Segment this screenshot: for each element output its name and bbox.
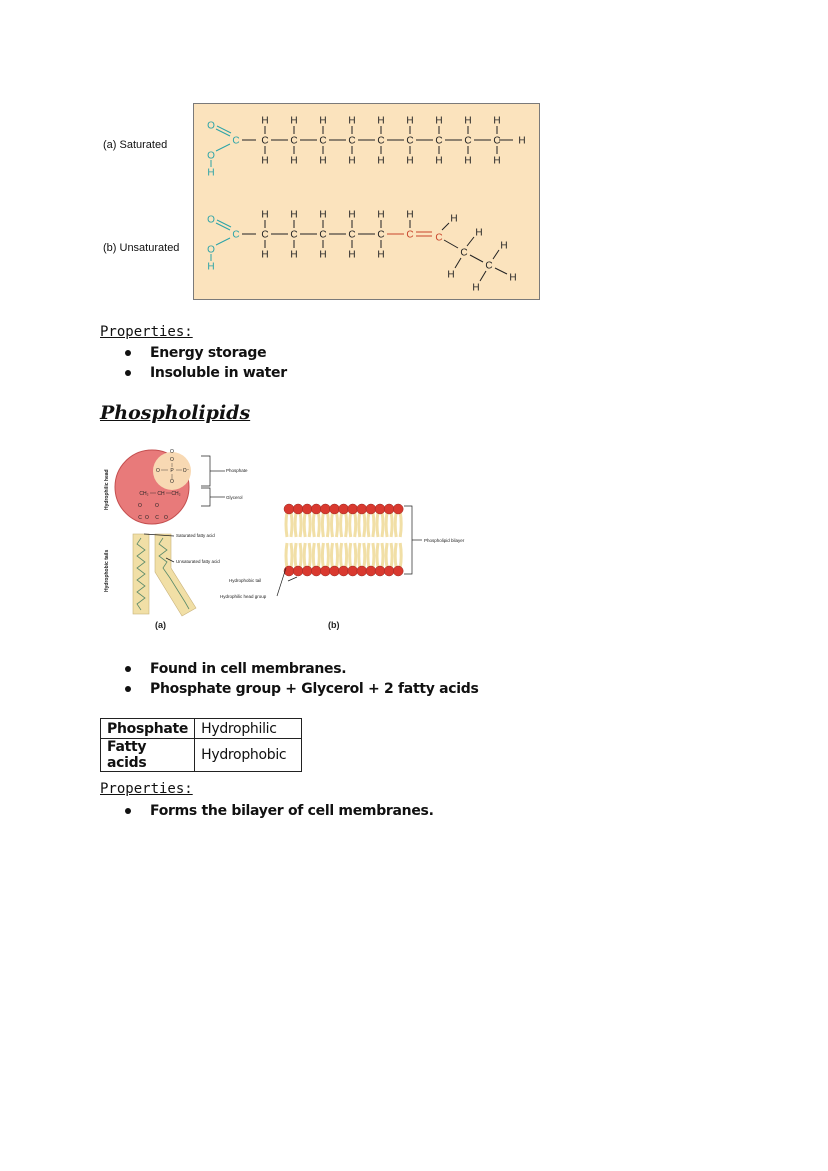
bullet-icon bbox=[125, 686, 131, 692]
carbon-atom: C bbox=[290, 229, 298, 241]
hydrogen-atom: H bbox=[518, 135, 526, 147]
bilayer-tail bbox=[373, 543, 374, 568]
bilayer-tail bbox=[391, 543, 392, 568]
hydrogen-atom: H bbox=[319, 249, 327, 261]
list-item: Found in cell membranes. bbox=[100, 659, 600, 679]
carbon-atom: C bbox=[261, 135, 269, 147]
polarity-table bbox=[100, 718, 302, 772]
fatty-acid-structures-figure bbox=[193, 103, 541, 301]
atom-label: O bbox=[155, 503, 159, 509]
bilayer-tail bbox=[300, 543, 301, 568]
bilayer-head-bottom bbox=[311, 566, 321, 576]
bilayer-tail bbox=[322, 512, 323, 537]
hydrophilic-head-group-label: Hydrophilic head group bbox=[220, 594, 267, 599]
hydrogen-atom: H bbox=[319, 155, 327, 167]
carbon-atom: C bbox=[377, 135, 385, 147]
hydrogen-atom: H bbox=[406, 155, 414, 167]
list-item: Energy storage bbox=[100, 343, 500, 363]
bilayer-tail bbox=[295, 512, 296, 537]
bilayer-tail bbox=[364, 512, 365, 537]
bilayer-tail bbox=[291, 543, 292, 568]
bilayer-head-top bbox=[320, 504, 330, 514]
hydrogen-atom: H bbox=[475, 227, 483, 239]
bilayer-tail bbox=[309, 543, 310, 568]
hydrogen-atom: H bbox=[348, 249, 356, 261]
hydrogen-atom: H bbox=[261, 249, 269, 261]
list-item: Insoluble in water bbox=[100, 363, 500, 383]
hydrogen-atom: H bbox=[261, 155, 269, 167]
carbon-atom: C bbox=[348, 229, 356, 241]
unsaturated-tail bbox=[155, 534, 196, 616]
carbon-atom: C bbox=[319, 229, 327, 241]
hydrogen-atom: H bbox=[207, 167, 215, 179]
bilayer-tail bbox=[373, 512, 374, 537]
hydrogen-atom: H bbox=[493, 155, 501, 167]
phospholipid-bilayer-label: Phospholipid bilayer bbox=[424, 538, 465, 543]
saturated-tail bbox=[133, 534, 149, 614]
atom-label: CH₂ bbox=[139, 491, 149, 497]
hydrophobic-tails-side-label: Hydrophobic tails bbox=[104, 549, 110, 592]
bilayer-tail bbox=[322, 543, 323, 568]
phospholipids-heading: Phospholipids bbox=[100, 402, 251, 424]
hydrogen-atom: H bbox=[261, 115, 269, 127]
carbon-atom: C bbox=[460, 247, 468, 259]
bilayer-tail bbox=[309, 512, 310, 537]
list-item: Phosphate group + Glycerol + 2 fatty acids bbox=[100, 679, 600, 699]
properties-list-1 bbox=[100, 343, 500, 383]
bilayer-head-bottom bbox=[393, 566, 403, 576]
table-row bbox=[101, 739, 302, 772]
bilayer-head-bottom bbox=[293, 566, 303, 576]
carbon-atom: C bbox=[493, 135, 501, 147]
hydrogen-atom: H bbox=[464, 155, 472, 167]
bilayer-tail bbox=[313, 543, 314, 568]
table-cell-key: Phosphate bbox=[101, 719, 195, 739]
hydrogen-atom: H bbox=[377, 155, 385, 167]
phosphate-label: Phosphate bbox=[226, 468, 248, 473]
bilayer-tail bbox=[395, 512, 396, 537]
hydrogen-atom: H bbox=[377, 115, 385, 127]
bilayer-head-top bbox=[375, 504, 385, 514]
hydrogen-atom: H bbox=[493, 115, 501, 127]
hydrogen-atom: H bbox=[377, 249, 385, 261]
bilayer-tail bbox=[350, 512, 351, 537]
bilayer-head-top bbox=[339, 504, 349, 514]
bilayer-tail bbox=[382, 512, 383, 537]
atom-label: O bbox=[170, 457, 174, 463]
hydrogen-atom: H bbox=[261, 209, 269, 221]
bilayer-tail bbox=[318, 512, 319, 537]
hydrogen-atom: H bbox=[435, 115, 443, 127]
bilayer-tail bbox=[359, 543, 360, 568]
hydrogen-atom: H bbox=[435, 155, 443, 167]
hydrogen-atom: H bbox=[319, 115, 327, 127]
unsaturated-fatty-acid-label: Unsaturated fatty acid bbox=[176, 559, 220, 564]
bilayer-tail bbox=[386, 512, 387, 537]
bilayer-head-bottom bbox=[375, 566, 385, 576]
bilayer-tail bbox=[291, 512, 292, 537]
carbon-atom: C bbox=[232, 135, 240, 147]
bilayer-tail bbox=[386, 543, 387, 568]
carbon-atom: C bbox=[261, 229, 269, 241]
carbon-atom: C bbox=[435, 232, 443, 244]
bilayer-tail bbox=[327, 543, 328, 568]
label-saturated: (a) Saturated bbox=[103, 139, 168, 151]
hydrogen-atom: H bbox=[406, 115, 414, 127]
carbon-atom: C bbox=[377, 229, 385, 241]
oxygen-atom: O bbox=[207, 244, 215, 256]
hydrogen-atom: H bbox=[290, 155, 298, 167]
bilayer-tail bbox=[337, 512, 338, 537]
bilayer-tail bbox=[355, 512, 356, 537]
properties-list-2 bbox=[100, 801, 600, 821]
table-cell-value: Hydrophilic bbox=[195, 719, 302, 739]
atom-label: O bbox=[145, 515, 149, 521]
bilayer-tail bbox=[300, 512, 301, 537]
hydrogen-atom: H bbox=[207, 261, 215, 273]
bilayer-head-bottom bbox=[302, 566, 312, 576]
hydrogen-atom: H bbox=[290, 209, 298, 221]
bilayer-head-bottom bbox=[357, 566, 367, 576]
bullet-icon bbox=[125, 370, 131, 376]
atom-label: O bbox=[138, 503, 142, 509]
hydrogen-atom: H bbox=[319, 209, 327, 221]
atom-label: CH bbox=[157, 491, 165, 497]
bilayer-tail bbox=[395, 543, 396, 568]
hydrogen-atom: H bbox=[464, 115, 472, 127]
bilayer-head-top bbox=[357, 504, 367, 514]
carbon-atom: C bbox=[406, 229, 414, 241]
hydrophilic-head-side-label: Hydrophilic head bbox=[104, 469, 110, 510]
bilayer-head-bottom bbox=[320, 566, 330, 576]
bilayer-tail bbox=[337, 543, 338, 568]
bilayer-tail bbox=[346, 543, 347, 568]
bilayer-tail bbox=[364, 543, 365, 568]
carbon-atom: C bbox=[319, 135, 327, 147]
bilayer-head-bottom bbox=[348, 566, 358, 576]
caption-a: (a) bbox=[155, 620, 166, 630]
bilayer-tail bbox=[304, 543, 305, 568]
atom-label: P bbox=[170, 468, 174, 474]
bilayer-tail bbox=[341, 512, 342, 537]
bilayer-head-top bbox=[348, 504, 358, 514]
hydrogen-atom: H bbox=[348, 209, 356, 221]
carbon-atom: C bbox=[464, 135, 472, 147]
hydrogen-atom: H bbox=[450, 213, 458, 225]
properties-heading-1: Properties: bbox=[100, 324, 193, 340]
bilayer-tail bbox=[400, 543, 401, 568]
atom-label: C bbox=[138, 515, 142, 521]
bilayer-tail bbox=[318, 543, 319, 568]
atom-label: C bbox=[155, 515, 159, 521]
bilayer-head-bottom bbox=[330, 566, 340, 576]
glycerol-label: Glycerol bbox=[226, 495, 243, 500]
bilayer-tail bbox=[332, 543, 333, 568]
atom-label: O bbox=[170, 449, 174, 455]
bilayer-tail bbox=[346, 512, 347, 537]
bilayer-tail bbox=[332, 512, 333, 537]
bilayer-tail bbox=[359, 512, 360, 537]
carbon-atom: C bbox=[232, 229, 240, 241]
bilayer-tail bbox=[391, 512, 392, 537]
oxygen-atom: O bbox=[207, 150, 215, 162]
atom-label: CH₂ bbox=[171, 491, 181, 497]
bilayer-head-top bbox=[311, 504, 321, 514]
bilayer-tail bbox=[295, 543, 296, 568]
carbon-atom: C bbox=[348, 135, 356, 147]
bullet-icon bbox=[125, 808, 131, 814]
phospholipid-figure bbox=[100, 440, 480, 640]
bilayer-head-top bbox=[293, 504, 303, 514]
bilayer-head-bottom bbox=[384, 566, 394, 576]
label-unsaturated: (b) Unsaturated bbox=[103, 242, 180, 254]
hydrogen-atom: H bbox=[290, 249, 298, 261]
hydrogen-atom: H bbox=[377, 209, 385, 221]
carbon-atom: C bbox=[485, 260, 493, 272]
bilayer-head-top bbox=[302, 504, 312, 514]
bilayer-tail bbox=[400, 512, 401, 537]
bilayer-tail bbox=[341, 543, 342, 568]
carbon-atom: C bbox=[406, 135, 414, 147]
hydrogen-atom: H bbox=[348, 155, 356, 167]
carbon-atom: C bbox=[290, 135, 298, 147]
hydrogen-atom: H bbox=[500, 240, 508, 252]
table-cell-value: Hydrophobic bbox=[195, 739, 302, 772]
hydrogen-atom: H bbox=[406, 209, 414, 221]
atom-label: O bbox=[156, 468, 160, 474]
list-item: Forms the bilayer of cell membranes. bbox=[100, 801, 600, 821]
bilayer-head-top bbox=[393, 504, 403, 514]
bilayer-tail bbox=[286, 543, 287, 568]
bilayer-tail bbox=[382, 543, 383, 568]
hydrophobic-tail-label: Hydrophobic tail bbox=[229, 578, 262, 583]
bilayer-head-top bbox=[366, 504, 376, 514]
table-cell-key: Fatty acids bbox=[101, 739, 195, 772]
carbon-atom: C bbox=[435, 135, 443, 147]
hydrogen-atom: H bbox=[290, 115, 298, 127]
properties-heading-2: Properties: bbox=[100, 781, 193, 797]
phospholipid-facts-list bbox=[100, 659, 600, 699]
oxygen-atom: O bbox=[207, 120, 215, 132]
atom-label: O bbox=[170, 479, 174, 485]
hydrogen-atom: H bbox=[509, 272, 517, 284]
hydrogen-atom: H bbox=[447, 269, 455, 281]
bilayer-head-top bbox=[284, 504, 294, 514]
bilayer-tail bbox=[350, 543, 351, 568]
bilayer-head-bottom bbox=[366, 566, 376, 576]
bilayer-tail bbox=[304, 512, 305, 537]
hydrogen-atom: H bbox=[348, 115, 356, 127]
bilayer-tail bbox=[286, 512, 287, 537]
bullet-icon bbox=[125, 666, 131, 672]
bilayer-head-bottom bbox=[284, 566, 294, 576]
bilayer-head-top bbox=[330, 504, 340, 514]
bilayer-tail bbox=[377, 543, 378, 568]
table-row bbox=[101, 719, 302, 739]
bullet-icon bbox=[125, 350, 131, 356]
bilayer-tail bbox=[355, 543, 356, 568]
bilayer-tail bbox=[327, 512, 328, 537]
bilayer-head-bottom bbox=[339, 566, 349, 576]
atom-label: O⁻ bbox=[182, 468, 190, 474]
oxygen-atom: O bbox=[207, 214, 215, 226]
caption-b: (b) bbox=[328, 620, 340, 630]
bilayer-tail bbox=[368, 512, 369, 537]
atom-label: O bbox=[164, 515, 168, 521]
bilayer-tail bbox=[368, 543, 369, 568]
saturated-fatty-acid-label: Saturated fatty acid bbox=[176, 533, 215, 538]
hydrogen-atom: H bbox=[472, 282, 480, 294]
bilayer-tail bbox=[313, 512, 314, 537]
bilayer-tail bbox=[377, 512, 378, 537]
bilayer-head-top bbox=[384, 504, 394, 514]
